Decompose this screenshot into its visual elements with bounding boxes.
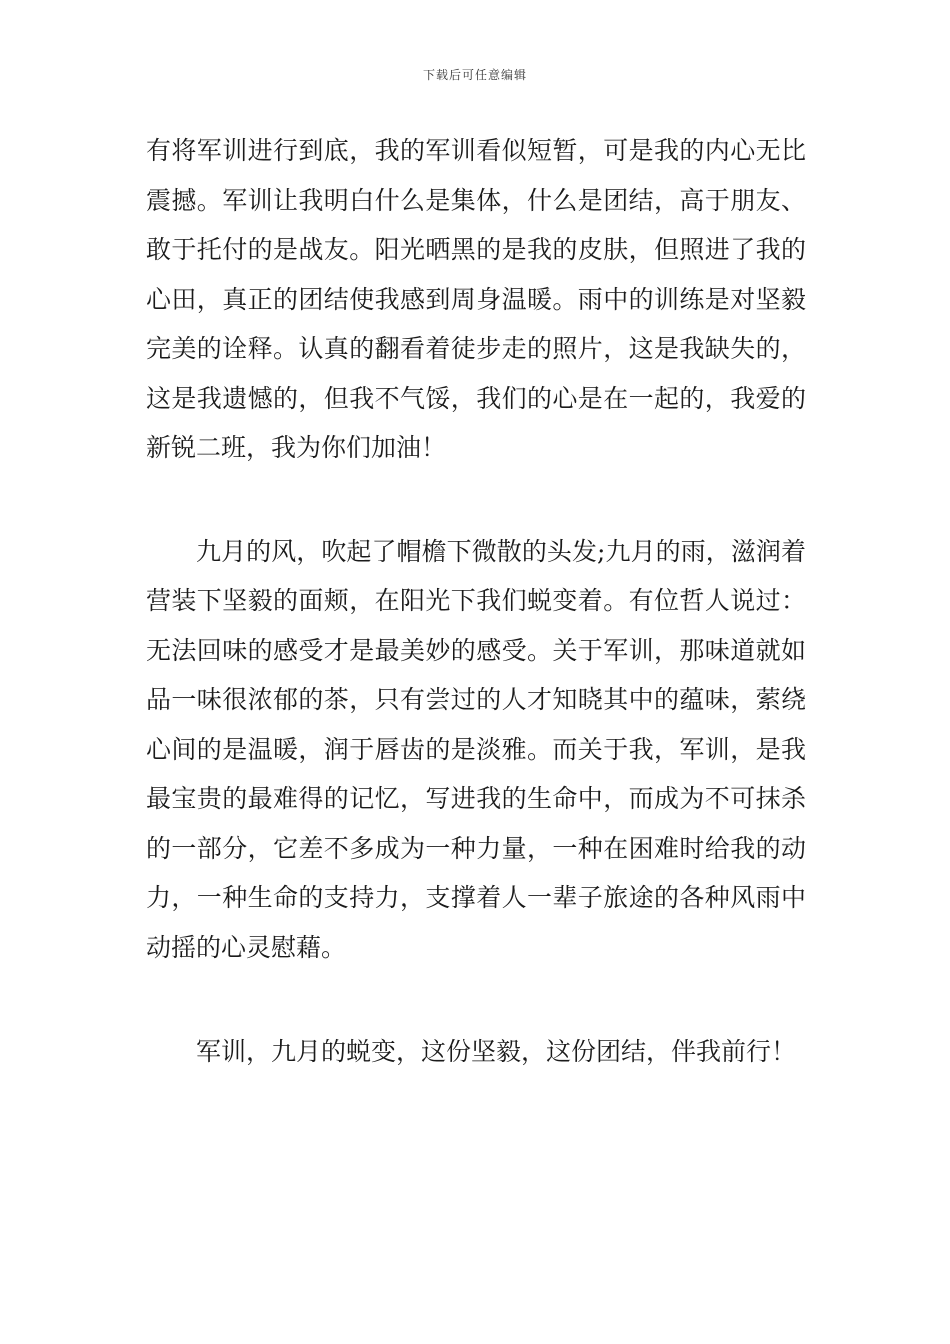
header-note: 下载后可任意编辑 (422, 68, 527, 82)
paragraph-2: 九月的风，吹起了帽檐下微散的头发;九月的雨，滋润着营装下坚毅的面颊，在阳光下我们蜕变着。有位哲人说过：无法回味的感受才是最美妙的感受。关于军训，那味道就如品一味很浓郁的茶，只有尝过的人才知晓其中的蕴味，萦绕心间的是温暖，润于唇齿的是淡雅。而关于我，军训，是我最宝贵的最难得的记忆，写进我的生命中，而成为不可抹杀的一部分，它差不多成为一种力量，一种在困难时给我的动力，一种生命的支持力，支撑着人一辈子旅途的各种风雨中动摇的心灵慰藉。 (146, 536, 806, 962)
document-body (146, 126, 806, 1077)
paragraph-1: 有将军训进行到底，我的军训看似短暂，可是我的内心无比震撼。军训让我明白什么是集体，什么是团结，高于朋友、敢于托付的是战友。阳光晒黑的是我的皮肤，但照进了我的心田，真正的团结使我感到周身温暖。雨中的训练是对坚毅完美的诠释。认真的翻看着徒步走的照片，这是我缺失的，这是我遗憾的，但我不气馁，我们的心是在一起的，我爱的新锐二班，我为你们加油！ (146, 136, 806, 462)
paragraph-3: 军训，九月的蜕变，这份坚毅，这份团结，伴我前行！ (196, 1037, 797, 1066)
